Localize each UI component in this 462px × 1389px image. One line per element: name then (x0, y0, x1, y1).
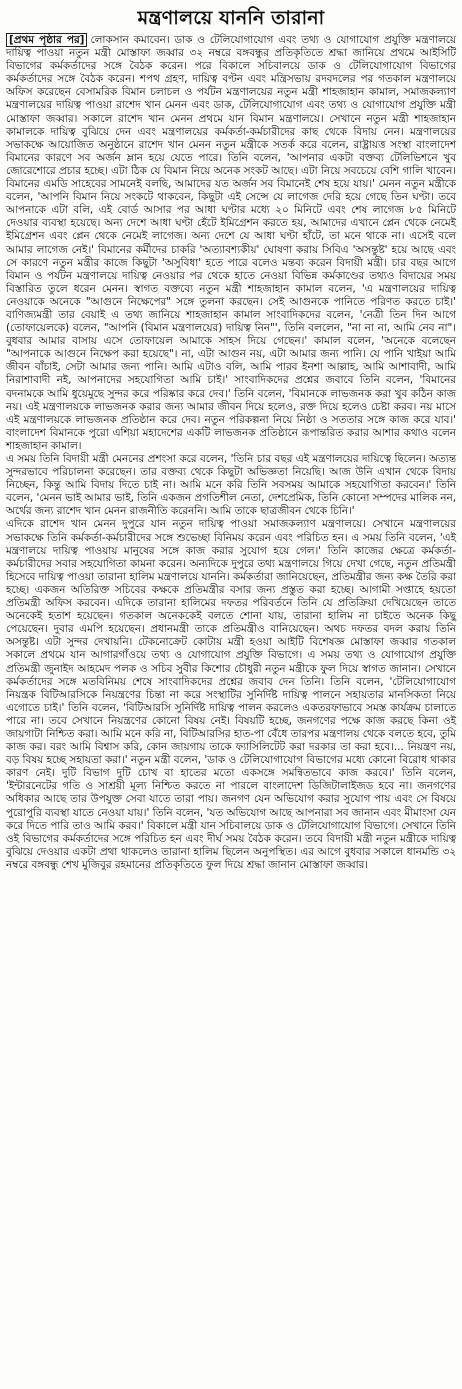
article-paragraph (6, 518, 456, 872)
paragraph-text: এদিকে রাশেদ খান মেনন দুপুরে যান নতুন দায়িত্ব পাওয়া সমাজকল্যাণ মন্ত্রণালয়ে। সেখানে মন্ত্রণালয়ের সভাকক্ষে তিনি কর্মকর্তা-কর্মচারীদের সঙ্গে শুভেচ্ছা বিনিময় করেন এবং পরিচিত হন। এ সময় তিনি বলেন, 'এই মন্ত্রণালয়ে দায়িত্ব পাওয়ায় মানুষের সঙ্গে কাজ করার সুযোগ হয়ে গেল।' তিনি কাজের ক্ষেত্রে কর্মকর্তা-কর্মচারীদের সবার সহযোগিতা কামনা করেন। অন্যদিকে দুপুরে তথ্য মন্ত্রণালয়ে গিয়ে দেখা গেছে, নতুন প্রতিমন্ত্রী হিসেবে দায়িত্ব পাওয়া তারানা হালিম মন্ত্রণালয়ে যাননি। কর্মকর্তারা জানিয়েছেন, প্রতিমন্ত্রীর জন্য কক্ষ তৈরি করা হচ্ছে। একজন অতিরিক্ত সচিবের কক্ষকে প্রতিমন্ত্রীর বসার জন্য প্রস্তুত করা হচ্ছে। আগামী সপ্তাহে হয়তো প্রতিমন্ত্রী অফিস করবেন। এদিকে তারানা হালিমের দফতর পরিবর্তনে তিনি যে প্রতিক্রিয়া দেখিয়েছেন তাতে অনেকেই হতাশ হয়েছেন। গতকাল অনেককেই বলতে শোনা যায়, তারানা হালিম না চাইতে অনেক কিছু পেয়েছেন। দুবার এমপি হয়েছেন। প্রধানমন্ত্রী তাকে প্রতিমন্ত্রীও বানিয়েছেন। অথচ দফতর বদল করায় তিনি অসন্তুষ্ট। এটা সুন্দর দেখায়নি। টেকনোক্রেট কোটায় মন্ত্রী হওয়া আইটি বিশেষজ্ঞ মোস্তাফা জব্বার গতকাল সকালে প্রথমে যান আগারগাঁওয়ে তথ্য ও যোগাযোগ প্রযুক্তি বিভাগে। এ সময় তথ্য ও যোগাযোগ প্রযুক্তি প্রতিমন্ত্রী জুনাইদ আহমেদ পলক ও সচিব সুবীর কিশোর চৌধুরী নতুন মন্ত্রীকে ফুল দিয়ে স্বাগত জানান। সেখানে কর্মকর্তাদের সঙ্গে মতবিনিময় শেষে সাংবাদিকদের প্রশ্নের জবাব দেন তিনি। তিনি বলেন, 'টেলিযোগাযোগ নিয়ন্ত্রক বিটিআরসিকে নিয়ন্ত্রণের চিন্তা না করে সংস্থাটির সুনির্দিষ্ট দায়িত্ব পালনে সহায়তার মানসিকতা নিয়ে এগোতে চাই।' তিনি বলেন, 'বিটিআরসি সুনির্দিষ্ট দায়িত্ব পালন করলেও একতরফাভাবে সমস্ত কার্যক্রম চালাতে পারে না। তবে সেখানে নিয়ন্ত্রণের কোনো বিষয় নেই। বিষয়টি হচ্ছে, জনগণের পক্ষে কাজ করছে কিনা ওই জায়গাটা নিশ্চিত করা। আমি মনে করি না, বিটিআরসির হাত-পা বেঁধে তারপর মন্ত্রণালয় থেকে বলতে হবে, তুমি কাজ কর। বরং আমি বিশ্বাস করি, কোন জায়গায় তাকে ফ্যাসিলিটেট করা দরকার তা করা হবে।... নিয়ন্ত্রণ নয়, বড় বিষয় হচ্ছে সহায়তা করা।' নতুন মন্ত্রী বলেন, 'ডাক ও টেলিযোগাযোগ বিভাগের মধ্যে কোনো বিরোধ থাকার কারণ নেই। দুটি বিভাগ দুটি চোখ বা হাতের মতো একসঙ্গে সমন্বিতভাবে কাজ করবে।' তিনি বলেন, 'ইন্টারনেটের গতি ও সাশ্রয়ী মূল্য নিশ্চিত করতে না পারলে বাংলাদেশ ডিজিটালাইজড হবে না। জনগণের অধিকার আছে তার উপযুক্ত সেবা যাতে তারা পায়। জনগণ যেন অভিযোগ করার সুযোগ পায় এবং সে বিষয়ে পুরোপুরি ব্যবস্থা যাতে নেওয়া যায়।' তিনি বলেন, 'যত অভিযোগ আছে আপনারা সব জানান এবং মীমাংসা যেন করে দিতে পারি তাও আমি করব।' বিকালে মন্ত্রী যান সচিবালয়ে ডাক ও টেলিযোগাযোগ বিভাগে। সেখানে তিনি ওই বিভাগের কর্মকর্তাদের সঙ্গে পরিচিত হন এবং দীর্ঘ সময় বৈঠক করেন। তবে বিদায়ী মন্ত্রী নতুন মন্ত্রীকে দায়িত্ব বুঝিয়ে দেওয়ার একটা প্রথা থাকলেও তারানা হালিম ছিলেন অনুপস্থিত। এর আগে বুধবার সকালে ধানমন্ডি ৩২ নম্বরে বঙ্গবন্ধু শেখ মুজিবুর রহমানের প্রতিকৃতিতে ফুল দিয়ে শ্রদ্ধা জানান মোস্তাফা জব্বার। (6, 518, 456, 871)
article-paragraph (6, 34, 456, 453)
article-body (6, 34, 456, 872)
continued-from-front-page-label: [প্রথম পৃষ্ঠার পর] (6, 33, 87, 47)
headline: মন্ত্রণালয়ে যাননি তারানা (137, 7, 325, 29)
paragraph-text: এ সময় তিনি বিদায়ী মন্ত্রী মেননের প্রশংসা করে বলেন, 'তিনি চার বছর এই মন্ত্রণালয়ের দায়িত্বে ছিলেন। অত্যন্ত সুন্দরভাবে পরিচালনা করেছেন। তার বক্তব্য থেকে কিছুটা অভিজ্ঞতা নিয়েছি। আজ উনি এখান থেকে বিদায় নিচ্ছেন, কিন্তু আমি বিদায় দিতে চাই না। আমি মনে করি তিনি সবসময় আমাকে সহযোগিতা করবেন।' তিনি বলেন, 'মেনন ভাই আমার ভাই, তিনি একজন প্রগতিশীল নেতা, দেশপ্রেমিক, তিনি কোনো সম্পদের মালিক নন, অর্থের জন্য রাশেদ খান মেনন রাজনীতি করেননি। আমি তাকে ছাত্রজীবন থেকে চিনি।' (6, 453, 456, 518)
article-paragraph (6, 453, 456, 518)
paragraph-text: লোকসান কমাবেন। ডাক ও টেলিযোগাযোগ এবং তথ্য ও যোগাযোগ প্রযুক্তি মন্ত্রণালয়ে দায়িত্ব পাওয়া নতুন মন্ত্রী মোস্তাফা জব্বার ৩২ নম্বরে বঙ্গবন্ধুর প্রতিকৃতিতে শ্রদ্ধা জানিয়ে প্রথমে আইসিটি বিভাগের কর্মকর্তাদের সঙ্গে বৈঠক করেন। পরে বিকালে সচিবালয়ে ডাক ও টেলিযোগাযোগ বিভাগের কর্মকর্তাদের সঙ্গে বৈঠক করেন। শপথ গ্রহণ, দায়িত্ব বণ্টন এবং মন্ত্রিসভায় রদবদলের পর গতকাল মন্ত্রণালয়ে অফিস করেছেন বেসামরিক বিমান চলাচল ও পর্যটন মন্ত্রণালয়ের নতুন মন্ত্রী শাহজাহান কামাল, সমাজকল্যাণ মন্ত্রণালয়ের দায়িত্ব পাওয়া রাশেদ খান মেনন এবং ডাক, টেলিযোগাযোগ এবং তথ্য ও যোগাযোগ প্রযুক্তি মন্ত্রী মোস্তাফা জব্বার। সকালে রাশেদ খান মেনন প্রথমে যান বিমান মন্ত্রণালয়ে। সেখানে নতুন মন্ত্রী শাহজাহান কামালকে দায়িত্ব বুঝিয়ে দেন এবং মন্ত্রণালয়ের কর্মকর্তা-কর্মচারীদের কাছ থেকে বিদায় নেন। মন্ত্রণালয়ের সভাকক্ষে আয়োজিত অনুষ্ঠানে রাশেদ খান মেনন নতুন মন্ত্রীকে সতর্ক করে বলেন, রাষ্ট্রায়ত্ত সংস্থা বাংলাদেশ বিমানের কারণে সব অর্জন ম্লান হয়ে যেতে পারে। তিনি বলেন, 'আপনার একটা বক্তব্য টেলিভিশনে খুব জোরেশোরে প্রচার হচ্ছে। এটা ঠিক যে বিমান নিয়ে অনেক সংকট আছে। এটা নিয়ে সবচেয়ে বেশি গালি খাবেন। বিমানের এমডি সাহেবের সামনেই বলছি, আমাদের যত অর্জন সব বিমানেই শেষ হয়ে যায়।' মেনন নতুন মন্ত্রীকে বলেন, 'আপনি বিমান নিয়ে সংকটে থাকবেন, কিছুটা এই সেন্সে যে লাগেজ দেরি হয়ে গেছে তিন ঘণ্টা। তবে আপনাকে এটা বলি, এই বোর্ড আসার পর আধা ঘণ্টার মধ্যে ২০ মিনিটে এবং শেষ লাগেজ ৮৫ মিনিটে দেওয়ার ব্যবস্থা হয়েছে। অন্য দেশে আধা ঘণ্টা হেঁটে ইমিগ্রেশন করতে হয়, আমাদের এখানে প্লেন থেকে নেমেই ইমিগ্রেশন এবং প্লেন থেকে নেমেই লাগেজ। অন্য দেশে যে আধা ঘণ্টা হাঁটে, তা মনে থাকে না। এসেই বলে আমার লাগেজ নেই।' বিমানের কর্মীদের চাকরি 'অত্যাবশ্যকীয়' ঘোষণা করায় সিবিএ 'অসন্তুষ্ট' হয়ে আছে এবং সে কারণে নতুন মন্ত্রীর কাজে কিছুটা 'অসুবিধা' হতে পারে বলেও মন্তব্য করেন বিদায়ী মন্ত্রী। চার বছর আগে বিমান ও পর্যটন মন্ত্রণালয়ে দায়িত্ব নেওয়ার পর থেকে হাতে নেওয়া বিভিন্ন কর্মকাণ্ডের তথ্যও বিদায়ের সময় বিস্তারিত তুলে ধরেন মেনন। স্বাগত বক্তব্যে নতুন মন্ত্রী শাহজাহান কামাল বলেন, 'এ মন্ত্রণালয়ের দায়িত্ব নেওয়াকে অনেকে "আগুনে নিক্ষেপের" সঙ্গে তুলনা করছেন। সেই আগুনকে পানিতে পরিণত করতে চাই।' বাণিজ্যমন্ত্রী তার বেয়াই এ তথ্য জানিয়ে শাহজাহান কামাল সাংবাদিকদের বলেন, 'নেত্রী তিন দিন আগে (তোফায়েলকে) বলেন, "আপনি (বিমান মন্ত্রণালয়ের) দায়িত্ব নিন"', তিনি বললেন, "না না না, আমি নেব না"। বুধবার আমার বাসায় এসে তোফায়েল আমাকে সাহস দিয়ে গেছেন।' কামাল বলেন, 'অনেকে বলেছেন "আপনাকে আগুনে নিক্ষেপ করা হয়েছে"। না, এটা আগুন নয়, এটা আমার জন্য পানি। যে পানি খাইয়া আমি জীবন বাঁচাই, সেটা আমার জন্য পানি। আমি এটাও বলি, আমি পারব ইনশা আল্লাহ, আমি আশাবাদী, আমি নিরাশাবাদী নই, আপনাদের সহযোগিতা আমি চাই।' সাংবাদিকদের প্রশ্নের জবাবে তিনি বলেন, 'বিমানের বদনামকে আমি ধুয়েমুছে সুন্দর করে পরিষ্কার করে দেব।' তিনি বলেন, 'বিমানকে লাভজনক করা খুব কঠিন কাজ নয়। এই মন্ত্রণালয়কে লাভজনক করার জন্য আমার জীবন দিয়ে হলেও, রক্ত দিয়ে হলেও চেষ্টা করব। নয় মাসে এই মন্ত্রণালয়কে লাভজনক প্রতিষ্ঠান করে দেব। নতুন পরিকল্পনা নিয়ে নিষ্ঠা ও সততার সঙ্গে কাজ করে যাব।' বাংলাদেশ বিমানকে পুরো এশিয়া মহাদেশের একটি লাভজনক প্রতিষ্ঠানে রূপান্তরিত করার আশার কথাও বলেন শাহজাহান কামাল। (6, 34, 457, 452)
